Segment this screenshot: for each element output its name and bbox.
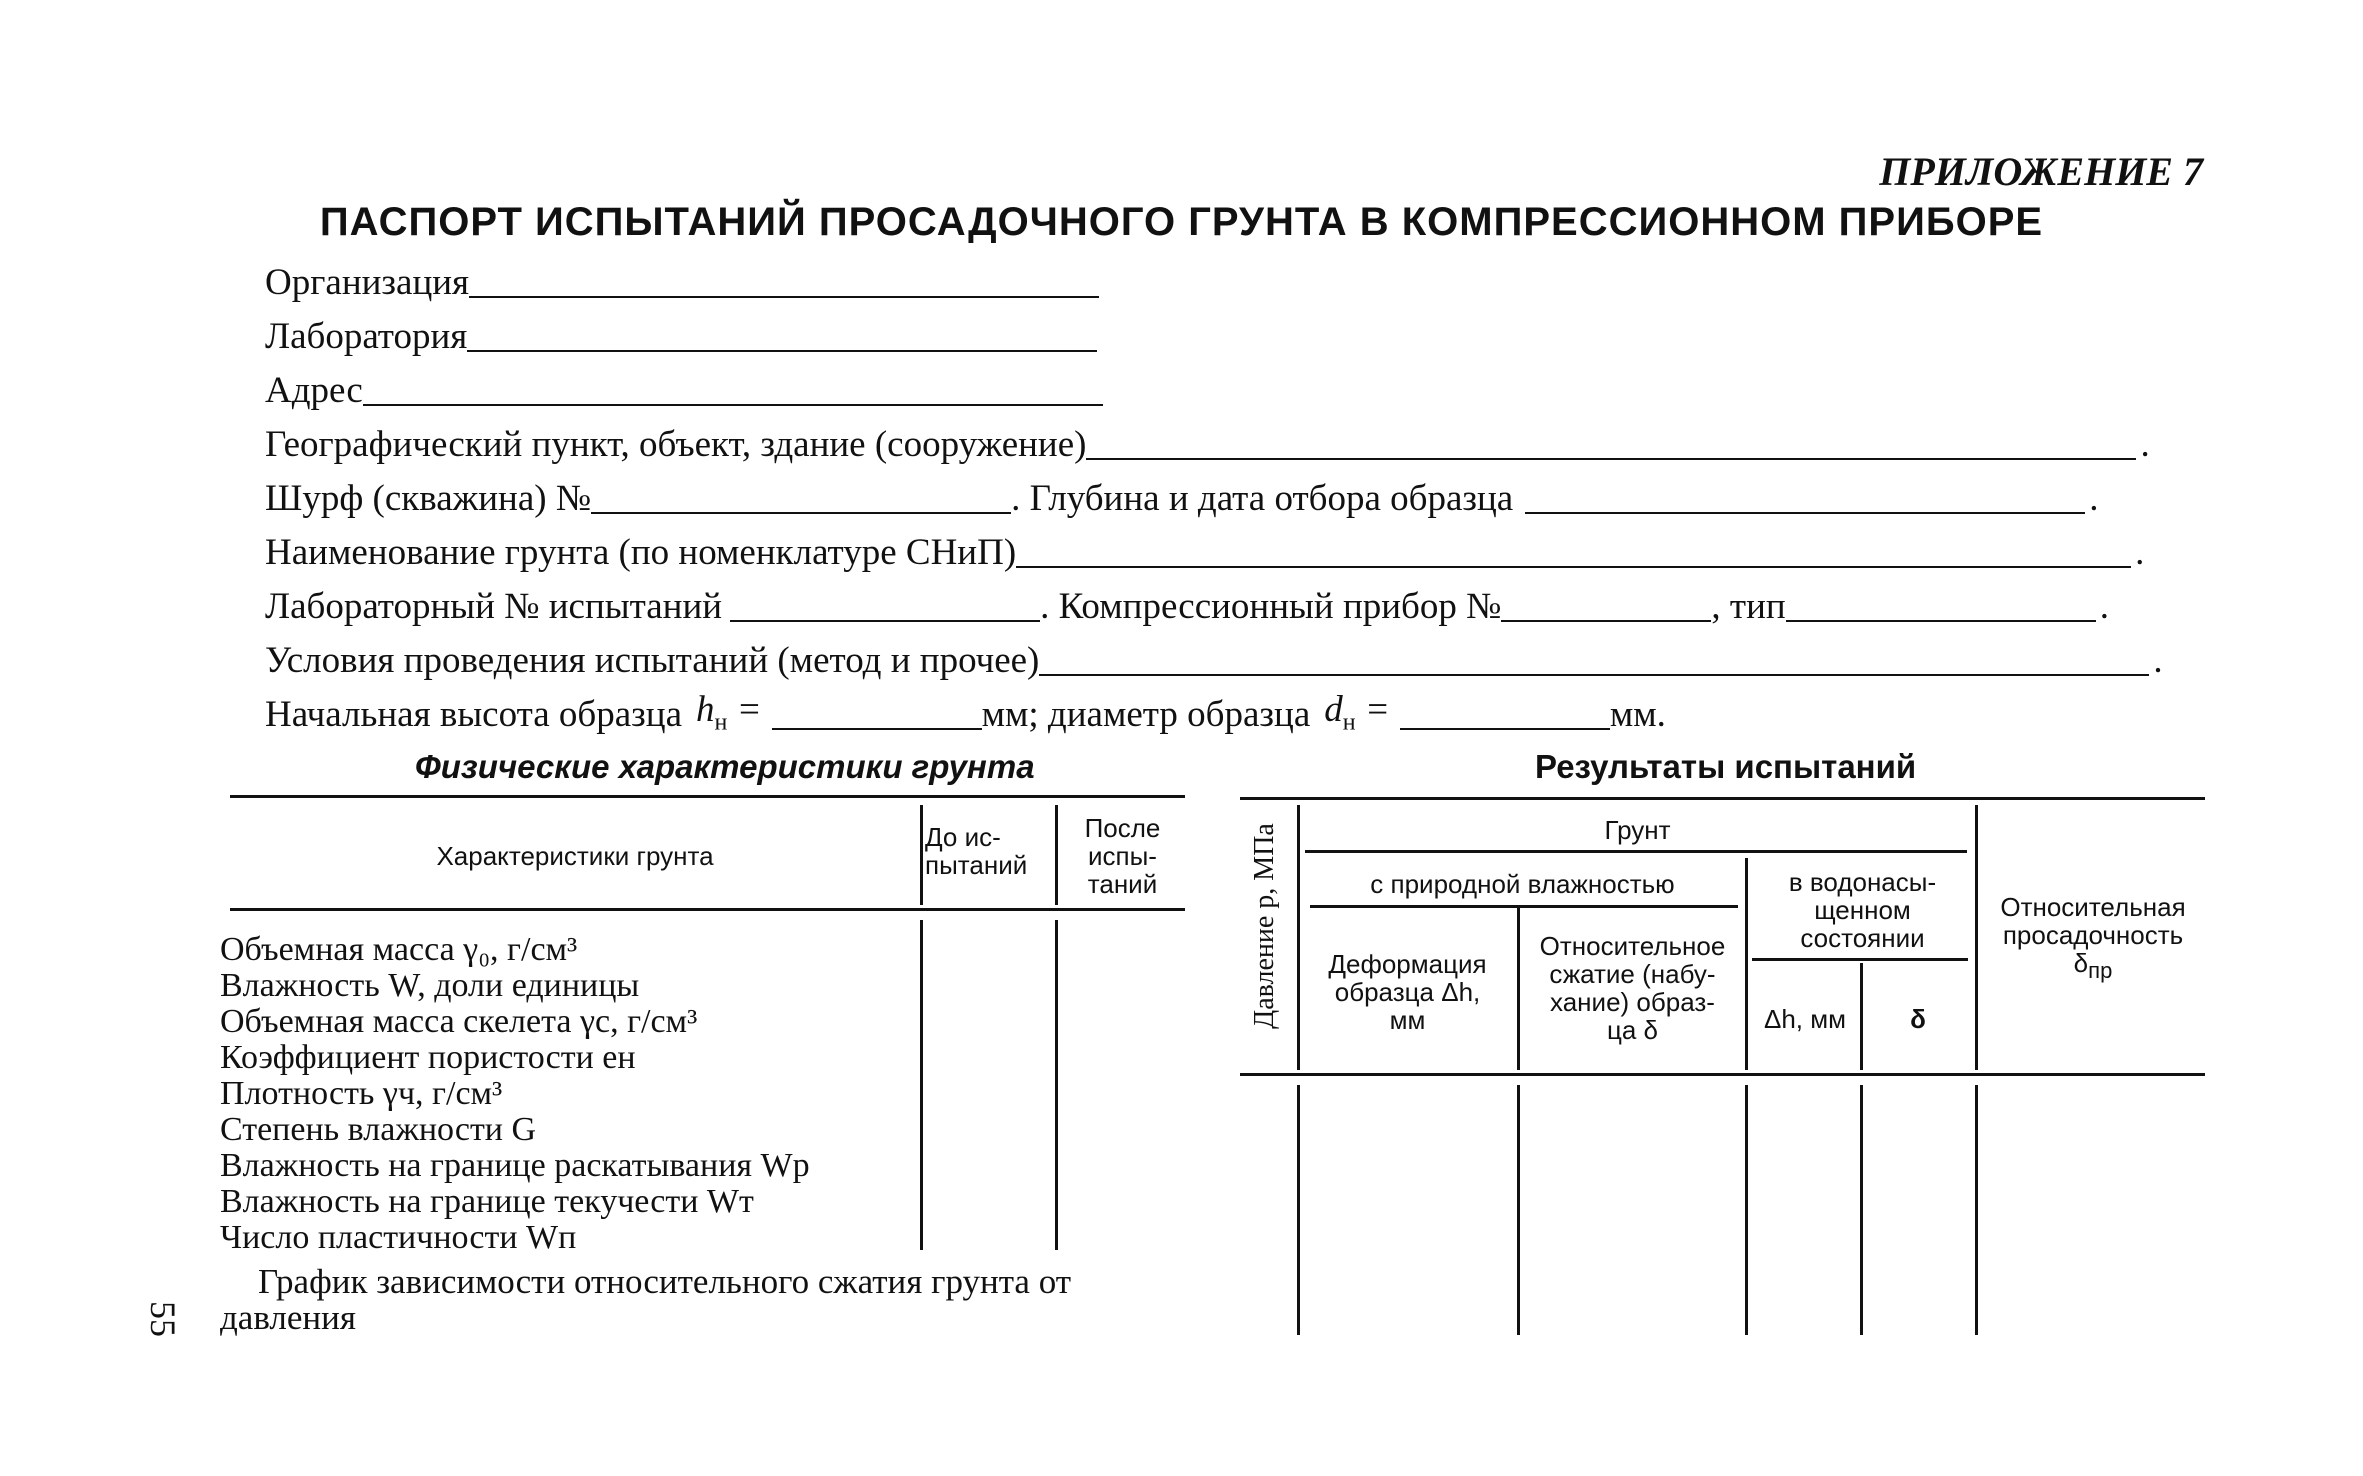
depth-date-line[interactable]: [1525, 482, 2085, 514]
col-relative-compression: Относительное сжатие (набу- хание) образ- ца δ: [1539, 931, 1726, 1045]
results-body-divider: [1860, 1085, 1863, 1335]
col-subsidence: Относительная просадочность $\delta_{пр}$: [2000, 892, 2186, 984]
physical-section-title: Физические характеристики грунта: [415, 748, 1035, 785]
col-before-test: До ис- пытаний: [925, 822, 1028, 880]
physical-rows: [220, 932, 810, 1256]
results-body-divider: [1975, 1085, 1978, 1335]
graph-caption-line2: давления: [220, 1298, 356, 1337]
physical-row: Объемная масса γ₀, г/см³: [220, 931, 578, 968]
type-label: , тип: [1711, 586, 1786, 627]
mm-end-label: мм.: [1609, 694, 1666, 735]
soil-name-line[interactable]: [1016, 536, 2131, 568]
physical-row: Степень влажности G: [220, 1111, 537, 1148]
lab-no-line[interactable]: [730, 590, 1040, 622]
physical-row: Коэффициент пористости eн: [220, 1039, 636, 1076]
field-location[interactable]: Географический пункт, объект, здание (сооружение) .: [265, 424, 2150, 465]
location-label: Географический пункт, объект, здание (сооружение): [265, 424, 1087, 465]
appendix-label: ПРИЛОЖЕНИЕ 7: [1879, 149, 2203, 194]
results-natural-rule: [1310, 905, 1738, 908]
col-pressure: Давление p, МПа: [1249, 823, 1280, 1029]
results-body-divider: [1517, 1085, 1520, 1335]
results-header-rule: [1240, 1073, 2205, 1076]
physical-row: Плотность γч, г/см³: [220, 1075, 503, 1112]
soil-name-label: Наименование грунта (по номенклатуре СНиП): [265, 532, 1017, 573]
physical-header-rule: [230, 908, 1185, 911]
conditions-line[interactable]: [1039, 644, 2149, 676]
device-no-label: . Компрессионный прибор №: [1040, 586, 1502, 627]
col-deformation: Деформация образца Δh, мм: [1328, 949, 1487, 1035]
address-line[interactable]: [363, 374, 1103, 406]
organization-label: Организация: [265, 262, 470, 303]
address-label: Адрес: [265, 370, 363, 411]
laboratory-label: Лаборатория: [265, 316, 468, 357]
diameter-line[interactable]: [1400, 698, 1610, 730]
field-lab-device[interactable]: Лабораторный № испытаний . Компрессионный прибор № , тип .: [265, 586, 2109, 627]
col-after-test: После испы- таний: [1084, 813, 1161, 899]
col-natural-moisture: с природной влажностью: [1370, 869, 1675, 899]
h-symbol: $h_н$ =: [696, 688, 762, 735]
field-organization[interactable]: [265, 258, 1099, 304]
page-title: ПАСПОРТ ИСПЫТАНИЙ ПРОСАДОЧНОГО ГРУНТА В КОМПРЕССИОННОМ ПРИБОРЕ: [319, 200, 2044, 244]
page-number: 55: [143, 1301, 183, 1337]
init-height-label: Начальная высота образца: [265, 694, 682, 735]
results-body-divider: [1297, 1085, 1300, 1335]
d-symbol: $d_н$ =: [1324, 688, 1390, 735]
type-line[interactable]: [1786, 590, 2096, 622]
device-no-line[interactable]: [1501, 590, 1711, 622]
physical-row: Объемная масса скелета γс, г/см³: [220, 1003, 698, 1040]
results-saturated-divider: [1745, 858, 1748, 1070]
pit-label: Шурф (скважина) №: [265, 478, 592, 519]
physical-body-divider-1: [920, 920, 923, 1250]
physical-row: Влажность на границе раскатывания Wр: [220, 1147, 810, 1184]
physical-row: Влажность на границе текучести Wт: [220, 1183, 754, 1220]
organization-line[interactable]: [469, 266, 1099, 298]
field-soil-name[interactable]: Наименование грунта (по номенклатуре СНиП) .: [265, 532, 2145, 573]
results-section-title: Результаты испытаний: [1535, 748, 1917, 785]
laboratory-line[interactable]: [467, 320, 1097, 352]
physical-table-top-rule: [230, 795, 1185, 798]
physical-col-divider-1: [920, 805, 923, 905]
init-height-line[interactable]: [772, 698, 982, 730]
physical-row: Число пластичности Wп: [220, 1219, 577, 1256]
physical-row: Влажность W, доли единицы: [220, 967, 640, 1004]
results-table-top-rule: [1240, 797, 2205, 800]
graph-caption-line1: График зависимости относительного сжатия грунта от: [258, 1262, 1072, 1301]
physical-col-divider-2: [1055, 805, 1058, 905]
col-characteristics: Характеристики грунта: [436, 841, 714, 871]
field-pit-depth[interactable]: Шурф (скважина) № . Глубина и дата отбора образца .: [265, 478, 2099, 519]
col-delta: δ: [1910, 1004, 1926, 1034]
results-soil-rule: [1305, 850, 1967, 853]
col-soil: Грунт: [1604, 815, 1671, 845]
results-body-divider: [1745, 1085, 1748, 1335]
pit-line[interactable]: [591, 482, 1011, 514]
field-laboratory[interactable]: [265, 312, 1097, 358]
location-line[interactable]: [1086, 428, 2136, 460]
field-sample-size[interactable]: [265, 690, 1666, 736]
conditions-label: Условия проведения испытаний (метод и прочее): [265, 640, 1040, 681]
results-saturated-rule: [1752, 958, 1968, 961]
depth-date-label: . Глубина и дата отбора образца: [1011, 478, 1514, 519]
col-dh-mm: Δh, мм: [1763, 1004, 1847, 1034]
physical-body-divider-2: [1055, 920, 1058, 1250]
field-conditions[interactable]: Условия проведения испытаний (метод и прочее) .: [265, 640, 2163, 681]
field-address[interactable]: [265, 366, 1103, 412]
mm-semicolon-label: мм; диаметр образца: [981, 694, 1311, 735]
col-saturated: в водонасы- щенном состоянии: [1788, 867, 1937, 953]
lab-no-label: Лабораторный № испытаний: [265, 586, 723, 627]
